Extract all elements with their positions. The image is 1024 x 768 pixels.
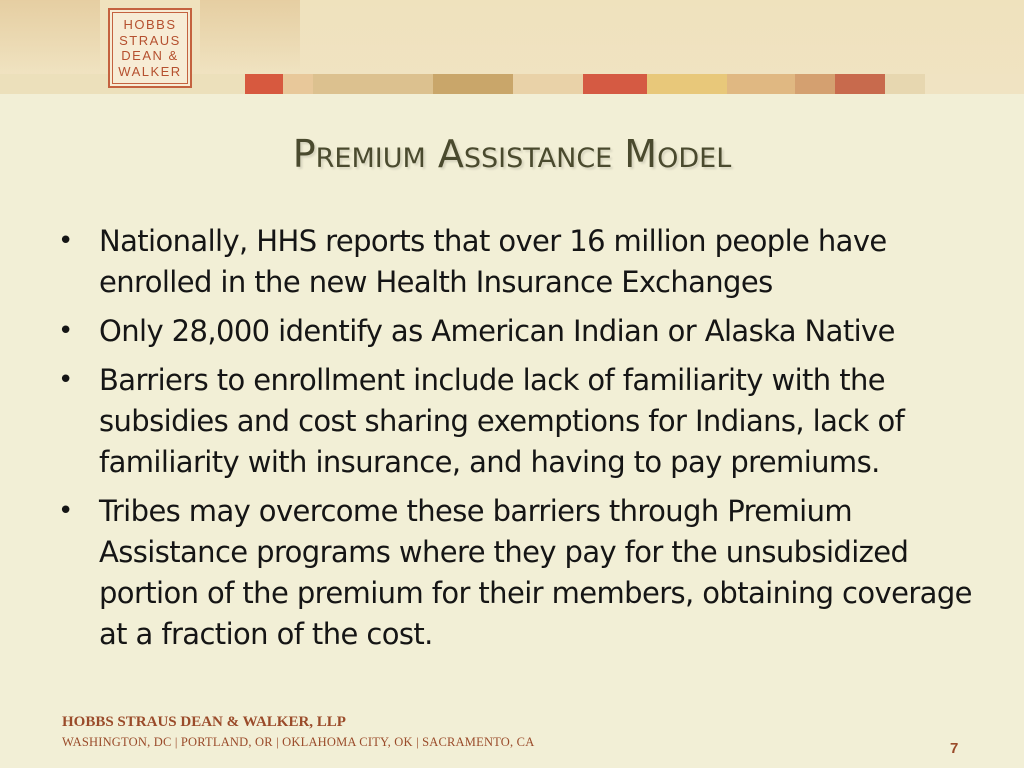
page-number: 7: [950, 740, 959, 757]
bullet-item: • Tribes may overcome these barriers through Premium Assistance programs where they pay for the unsubsidized portion of the premium for their members, obtaining coverage at a fraction of the cost.: [58, 491, 978, 655]
footer-offices: WASHINGTON, DC | PORTLAND, OR | OKLAHOMA CITY, OK | SACRAMENTO, CA: [62, 735, 535, 749]
header-texture: [0, 0, 100, 74]
logo-line: WALKER: [118, 63, 182, 79]
bullet-item: • Barriers to enrollment include lack of familiarity with the subsidies and cost sharing exemptions for Indians, lack of familiarity with insurance, and having to pay premiums.: [58, 360, 978, 483]
logo-line: DEAN &: [121, 48, 179, 63]
footer-firm-name: HOBBS STRAUS DEAN & WALKER, LLP: [62, 714, 346, 730]
slide-title: Premium Assistance Model: [292, 132, 732, 176]
bullet-list: [58, 221, 978, 663]
header-texture: [200, 0, 300, 74]
firm-logo: [108, 8, 192, 88]
logo-text: [112, 12, 188, 84]
logo-line: HOBBS: [123, 17, 177, 32]
logo-line: STRAUS: [119, 32, 181, 48]
bullet-item: • Only 28,000 identify as American Indian or Alaska Native: [58, 311, 978, 352]
bullet-item: • Nationally, HHS reports that over 16 million people have enrolled in the new Health Insurance Exchanges: [58, 221, 978, 303]
